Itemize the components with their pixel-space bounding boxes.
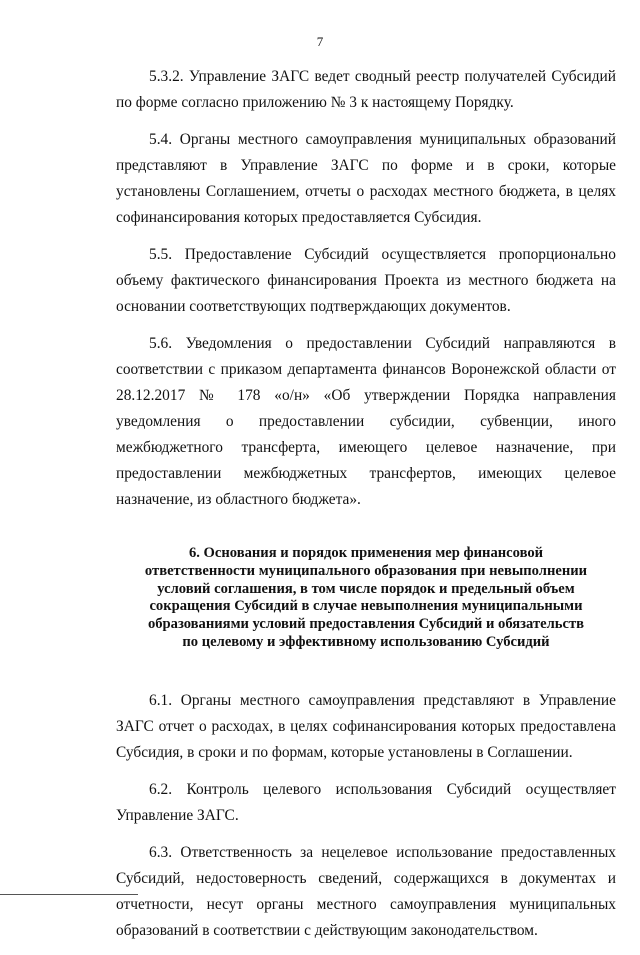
heading-line: образованиями условий предоставления Субсидий и обязательств	[147, 616, 585, 633]
heading-line: по целевому и эффективному использованию Субсидий	[182, 633, 550, 650]
heading-line: сокращения Субсидий в случае невыполнения муниципальными	[149, 598, 583, 615]
paragraph-5-4: 5.4. Органы местного самоуправления муниципальных образований представляют в Управление ЗАГС по форме и в сроки, которые установлены Соглашением, отчеты о расходах местного бюджета, в целях софинансирования которых предоставляется Субсидия.	[116, 131, 616, 226]
paragraph-6-3: 6.3. Ответственность за нецелевое использование предоставленных Субсидий, недостоверность сведений, содержащихся в документах и отчетности, несут органы местного самоуправления муниципальных образований в соответствии с действующим законодательством.	[116, 843, 616, 939]
document-body	[116, 64, 616, 955]
section-6-heading	[116, 545, 616, 652]
heading-line: 6. Основания и порядок применения мер финансовой	[188, 545, 544, 561]
paragraph-6-2: 6.2. Контроль целевого использования Субсидий осуществляет Управление ЗАГС.	[116, 780, 616, 824]
paragraph-5-5: 5.5. Предоставление Субсидий осуществляется пропорционально объему фактического финансирования Проекта из местного бюджета на основании соответствующих подтверждающих документов.	[116, 246, 616, 315]
paragraph-6-1: 6.1. Органы местного самоуправления представляют в Управление ЗАГС отчет о расходах, в целях софинансирования которых предоставлена Субсидия, в сроки и по формам, которые установлены в Соглашении.	[116, 691, 616, 761]
paragraph-5-6: 5.6. Уведомления о предоставлении Субсидий направляются в соответствии с приказом департамента финансов Воронежской области от 28.12.2017 № 178 «о/н» «Об утверждении Порядка направления уведомления о предоставлении субсидии, субвенции, иного межбюджетного трансферта, имеющего целевое назначение, при предоставлении межбюджетных трансфертов, имеющих целевое назначение, из областного бюджета».	[116, 335, 616, 508]
heading-line: условий соглашения, в том числе порядок и предельный объем	[157, 580, 575, 597]
paragraph-5-3-2: 5.3.2. Управление ЗАГС ведет сводный реестр получателей Субсидий по форме согласно приложению № 3 к настоящему Порядку.	[116, 68, 616, 111]
footer-rule	[0, 894, 138, 895]
page-number: 7	[316, 34, 324, 49]
heading-line: ответственности муниципального образования при невыполнении	[144, 562, 588, 579]
